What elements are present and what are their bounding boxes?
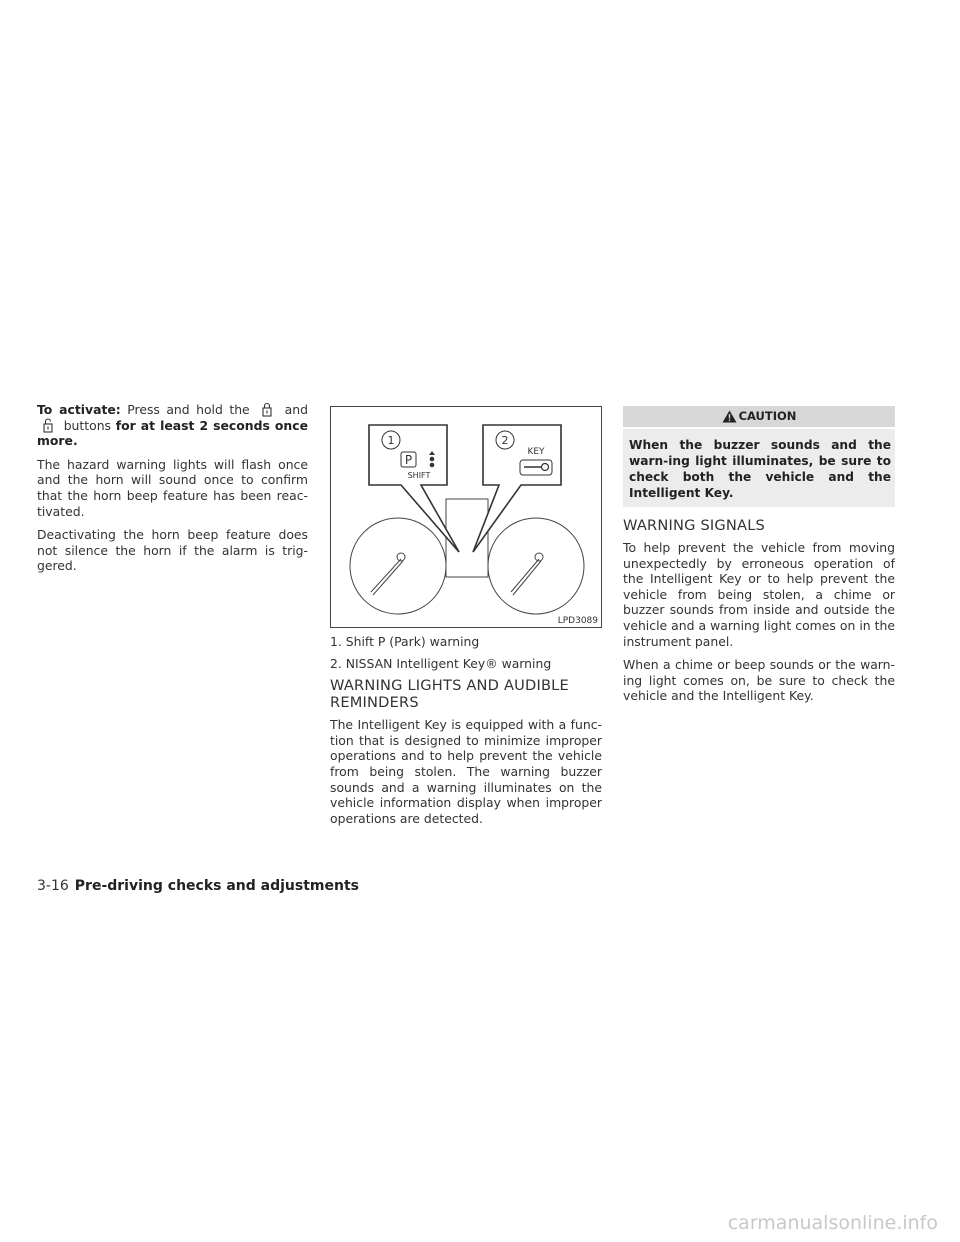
caption-1: 1. Shift P (Park) warning (330, 634, 480, 649)
section-heading-warning-signals: WARNING SIGNALS (623, 517, 766, 534)
page-footer (37, 878, 359, 894)
activate-buttons: buttons (63, 417, 112, 433)
column-2 (330, 406, 602, 834)
chapter-title: Pre-driving checks and adjustments (74, 878, 359, 894)
activate-and: and (284, 402, 308, 417)
warning-figure (330, 406, 602, 628)
callout-1-p: P (404, 453, 413, 467)
caution-header (623, 406, 895, 427)
section-heading-warning-lights: WARNING LIGHTS AND AUDIBLE REMINDERS (330, 677, 569, 712)
callout-1-number: 1 (387, 434, 395, 447)
activate-text: Press and hold the (127, 402, 250, 417)
figure-label: LPD3089 (557, 616, 598, 626)
column-1 (37, 402, 308, 582)
page-number: 3-16 (37, 878, 69, 894)
activate-bold: for at least 2 seconds once more. (37, 417, 308, 449)
activate-label: To activate: (37, 402, 121, 417)
section-body-warning-lights: The Intelligent Key is equipped with a func-tion that is designed to minimize improper operations and to help prevent the vehicle from being stolen. The warning buzzer sounds and a warning illuminates on the vehicle information display when improper operations are detected. (330, 717, 602, 826)
hazard-paragraph: The hazard warning lights will flash once and the horn will sound once to confirm that the horn beep feature has been reac-tivated. (37, 456, 308, 519)
caution-body: When the buzzer sounds and the warn-ing light illuminates, be sure to check both the vehicle and the Intelligent Key. (623, 429, 895, 507)
callout-1-shift: SHIFT (407, 471, 431, 480)
watermark: carmanualsonline.info (727, 1212, 938, 1234)
callout-2-key: KEY (527, 447, 545, 457)
warning-signals-paragraph-2: When a chime or beep sounds or the warn-ing light comes on, be sure to check the vehicle and the Intelligent Key. (623, 657, 895, 704)
callout-2-number: 2 (501, 434, 509, 447)
activate-paragraph (37, 402, 308, 449)
deactivate-paragraph: Deactivating the horn beep feature does not silence the horn if the alarm is trig-gered. (37, 527, 308, 574)
warning-triangle-icon (722, 410, 737, 423)
figure-captions (330, 634, 602, 671)
instrument-cluster-illustration (331, 407, 601, 627)
caption-2: 2. NISSAN Intelligent Key® warning (330, 655, 552, 671)
unlock-button-icon (41, 418, 55, 433)
lock-button-icon (260, 402, 274, 417)
warning-signals-paragraph-1: To help prevent the vehicle from moving unexpectedly by erroneous operation of the Intelligent Key or to help prevent the vehicle from being stolen, a chime or buzzer sounds from inside and outside the vehicle and a warning light comes on in the instrument panel. (623, 540, 895, 649)
caution-title: CAUTION (738, 408, 797, 423)
column-3 (623, 406, 895, 712)
